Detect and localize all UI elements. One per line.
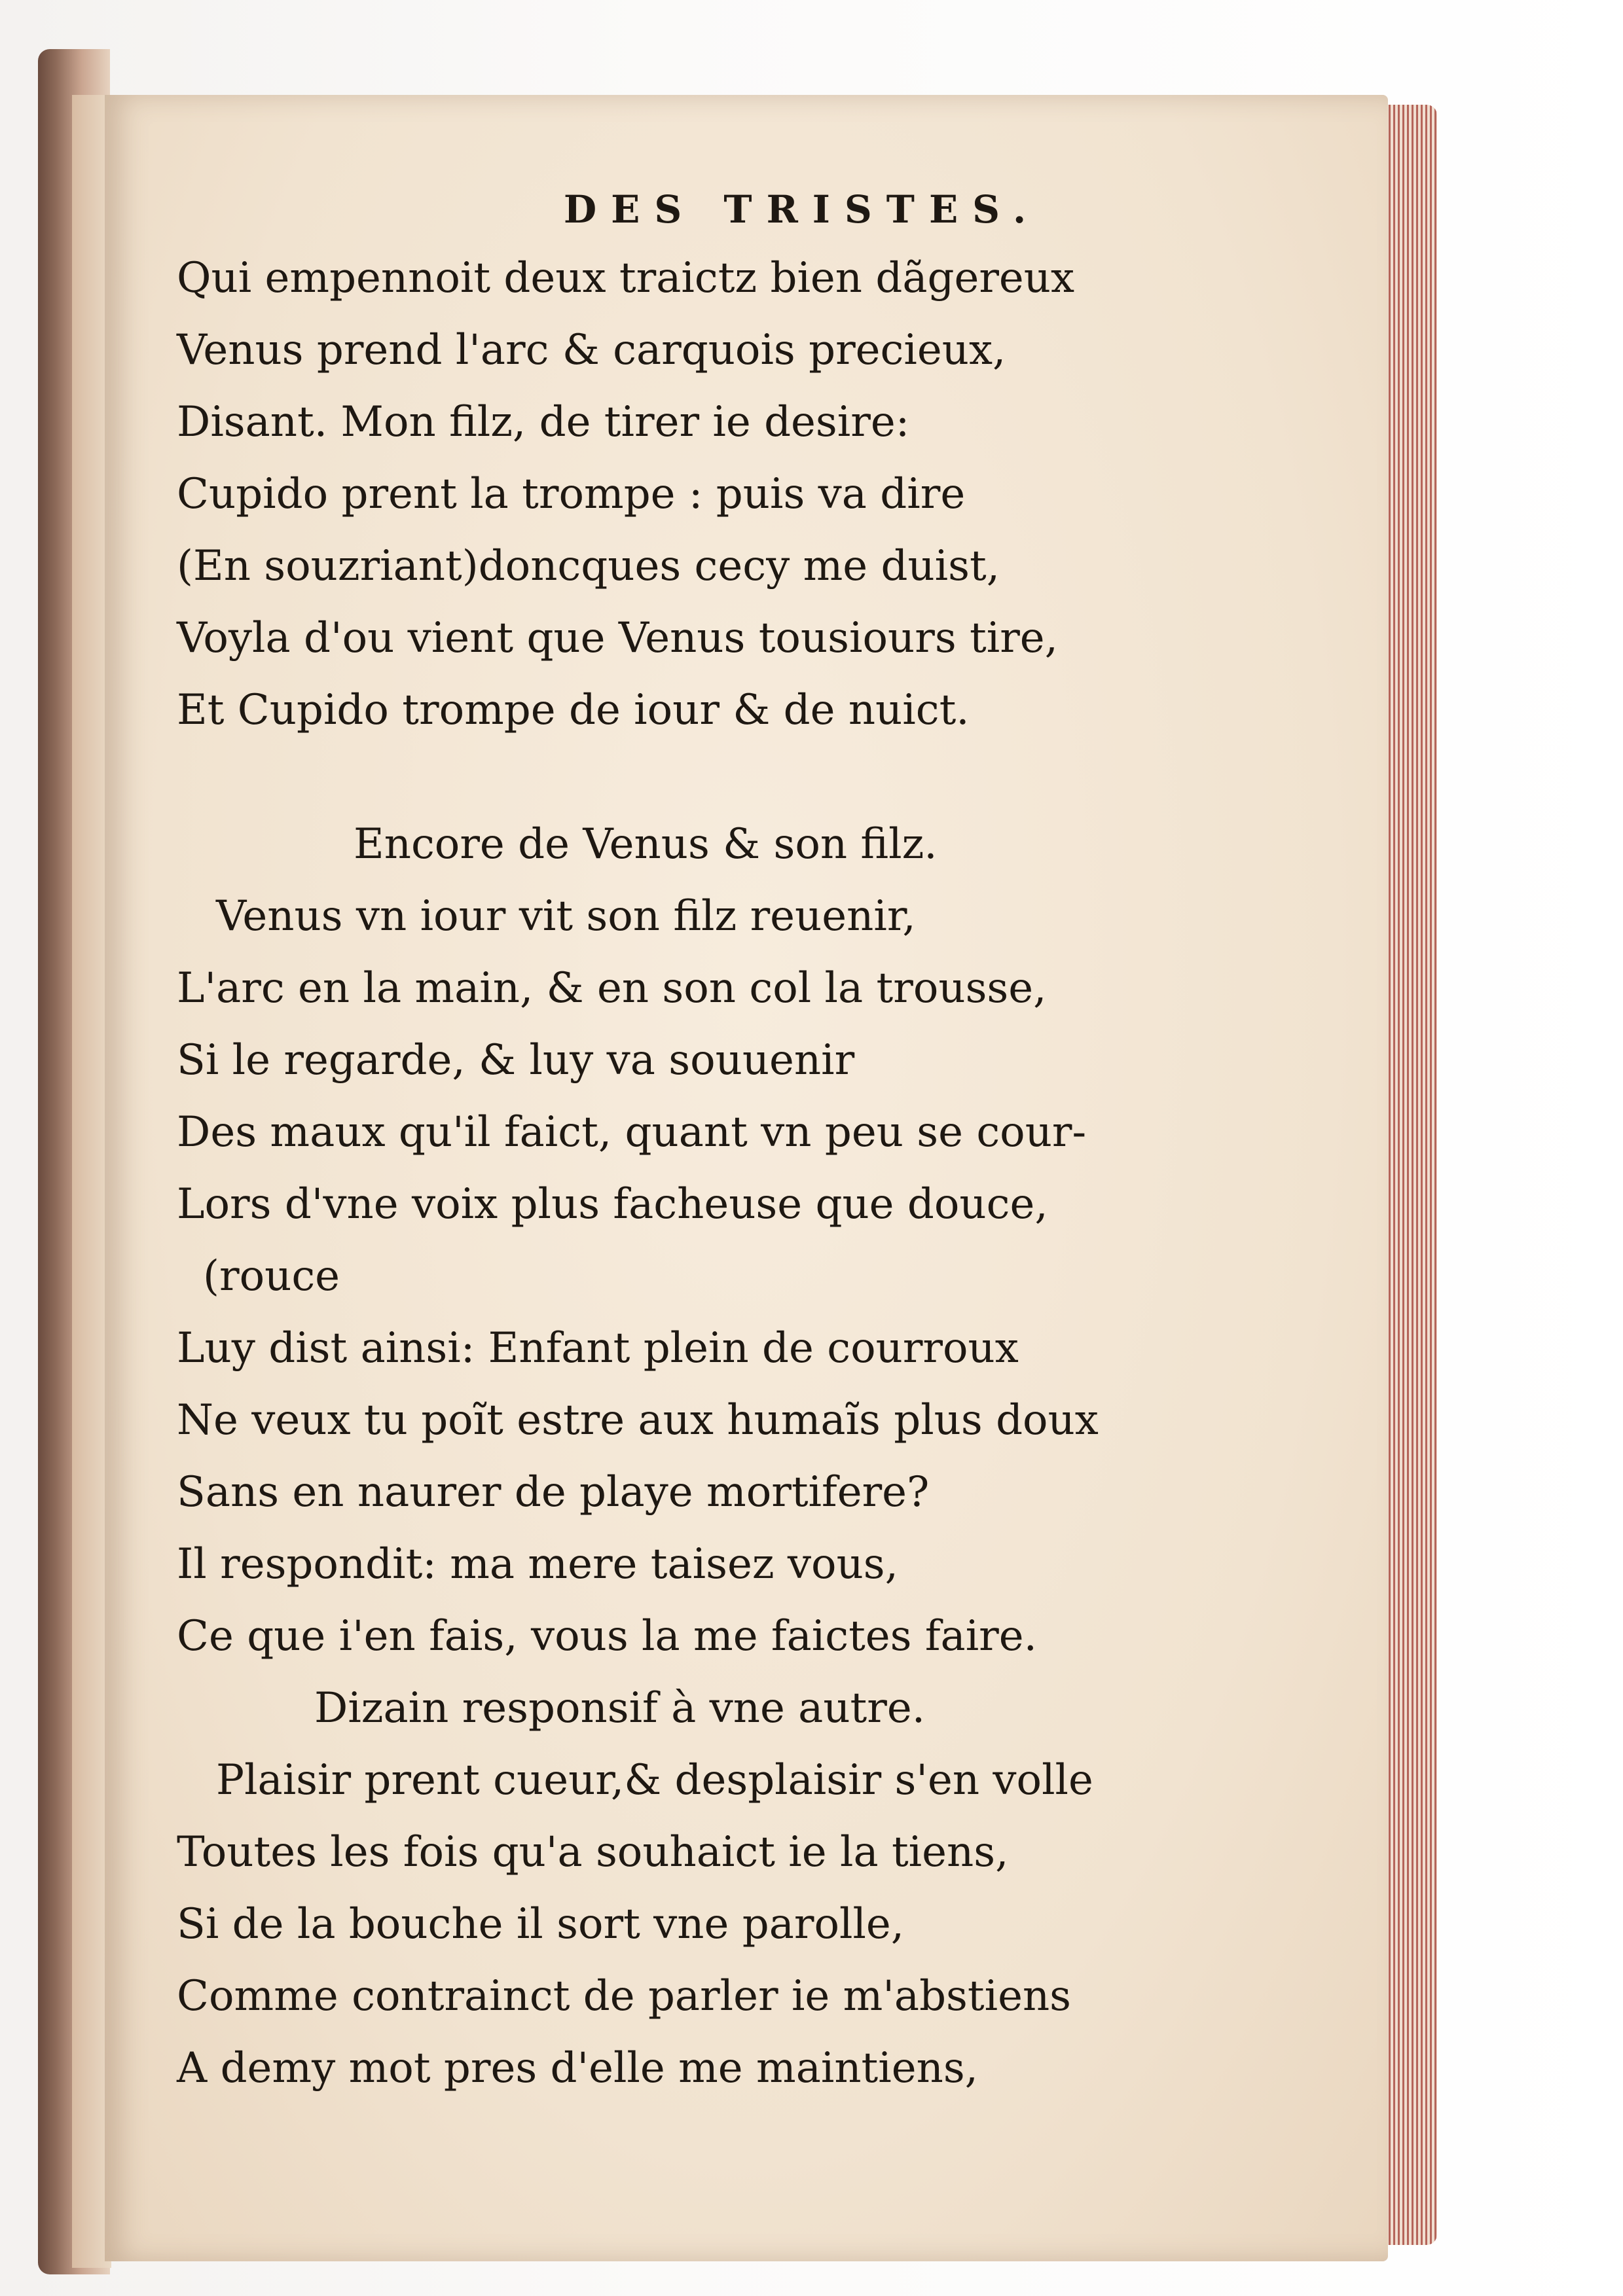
verse-line: (En souzriant)doncques cecy me duist, [177,542,1000,590]
verse-line-turnover: (rouce [203,1252,340,1300]
verse-line: Ne veux tu poĩt estre aux humaĩs plus doux [177,1396,1099,1444]
verse-line: Luy dist ainsi: Enfant plein de courroux [177,1324,1019,1372]
verse-line: Sans en naurer de playe mortifere? [177,1468,930,1516]
page-text [177,177,1355,2104]
verse-line: Ce que i'en fais, vous la me faictes faire. [177,1612,1037,1660]
verse-line: Toutes les fois qu'a souhaict ie la tiens, [177,1828,1009,1876]
poem-heading: Encore de Venus & son filz. [354,820,938,869]
verse-line: Venus vn iour vit son filz reuenir, [216,892,916,941]
verse-line: Venus prend l'arc & carquois precieux, [177,326,1006,374]
verse-line: Cupido prent la trompe : puis va dire [177,470,966,518]
verse-line: Plaisir prent cueur,& desplaisir s'en volle [216,1756,1093,1804]
verse-line: Si le regarde, & luy va souuenir [177,1036,855,1085]
running-head: DES TRISTES. [563,187,1041,232]
verse-line: Voyla d'ou vient que Venus tousiours tire, [177,614,1058,662]
verse-line: Qui empennoit deux traictz bien dãgereux [177,254,1075,302]
verse-line: Et Cupido trompe de iour & de nuict. [177,686,970,734]
verse-line: Disant. Mon filz, de tirer ie desire: [177,398,910,446]
verse-line: Si de la bouche il sort vne parolle, [177,1900,905,1948]
verse-line: A demy mot pres d'elle me maintiens, [177,2044,978,2092]
stanza-gap [177,746,1355,808]
stanza-3 [177,1744,1355,2104]
poem-heading: Dizain responsif à vne autre. [314,1684,926,1732]
stanza-2 [177,880,1355,1672]
verse-line: Des maux qu'il faict, quant vn peu se cour- [177,1108,1087,1157]
verse-line: L'arc en la main, & en son col la trousse, [177,964,1047,1013]
stanza-1 [177,242,1355,746]
verse-line: Lors d'vne voix plus facheuse que douce, [177,1180,1048,1229]
verse-line: Il respondit: ma mere taisez vous, [177,1540,898,1588]
verse-line: Comme contrainct de parler ie m'abstiens [177,1972,1071,2020]
